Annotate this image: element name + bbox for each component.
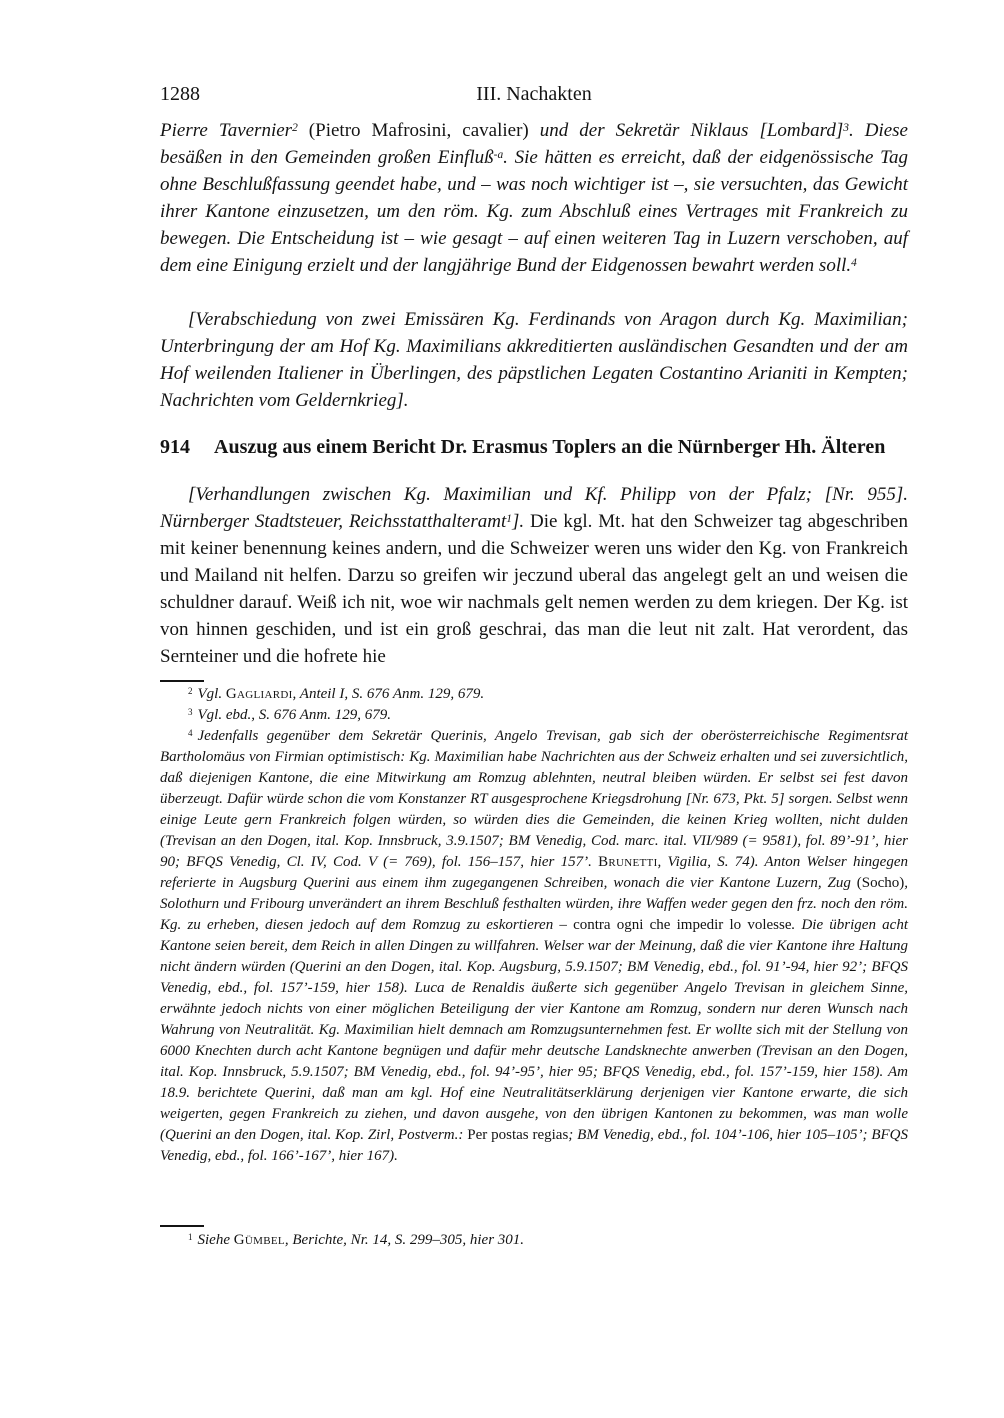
text-run: ; BM Venedig, ebd., fol. 104’-106, hier 105–105’; BFQS Venedig, ebd., fol. 166’-167’, hier 167). bbox=[160, 1127, 908, 1164]
text-run: 1 bbox=[506, 512, 512, 525]
text-run: Jedenfalls gegenüber dem Sekretär Querinis, Angelo Trevisan, gab sich der oberösterreichische Regimentsrat Bartholomäus von Firmian optimistisch: Kg. Maximilian habe Nachrichten aus der Schweiz erhalten und sei zuversichtlich, daß diejenigen Kantone, die eine Mitwirkung am Romzug ablehnten, neutral bleiben würden. Er selbst sei fest davon überzeugt. Dafür würde schon die vom Konstanzer RT ausgesprochene Kriegsdrohung [Nr. 673, Pkt. 5] sorgen. Selbst wenn einige Leute gern Frankreich folgen würden, so würden dies die Gemeinden, die keinen Krieg wollten, nicht dulden (Trevisan an den Dogen, ital. Kop. Innsbruck, 3.9.1507; BM Venedig, Cod. marc. ital. VII/989 (= 9581), fol. 89’-91’, hier 90; BFQS Venedig, Cl. IV, Cod. V (= 769), fol. 156–157, hier 157’. bbox=[160, 728, 908, 870]
running-head: III. Nachakten bbox=[476, 83, 592, 105]
footnote-block-current-entry bbox=[160, 1230, 908, 1251]
entry-heading bbox=[160, 435, 908, 459]
footnote-separator-rule bbox=[160, 1225, 204, 1227]
footnote-marker: 3 bbox=[188, 706, 193, 717]
footnote-4 bbox=[160, 726, 908, 1167]
footnote-2 bbox=[160, 684, 908, 705]
paragraph-regest-summary: [Verabschiedung von zwei Emissären Kg. Ferdinands von Aragon durch Kg. Maximilian; Unterbringung der am Hof Kg. Maximilians akkreditierten ausländischen Gesandten und der am Hof weilenden Italiener in Überlingen, des päpstlichen Legaten Costantino Arianiti in Kempten; Nachrichten vom Geldernkrieg]. bbox=[160, 309, 908, 411]
paragraph-entry-text bbox=[160, 481, 908, 670]
text-run: , Berichte, Nr. 14, S. 299–305, hier 301. bbox=[284, 1232, 525, 1248]
text-run: , Anteil I, S. 676 Anm. 129, 679. bbox=[292, 686, 485, 702]
footnote-text bbox=[198, 707, 391, 723]
text-run: Vgl. ebd., S. 676 Anm. 129, 679. bbox=[197, 707, 391, 723]
text-run: 2 bbox=[292, 121, 298, 134]
page-number: 1288 bbox=[160, 83, 200, 105]
footnote-text bbox=[160, 728, 908, 1164]
footnote-block-previous-entry bbox=[160, 684, 908, 1167]
text-run: contra ogni che impedir lo volesse bbox=[573, 917, 792, 933]
text-run: (Pietro Mafrosini, cavalier) bbox=[297, 120, 540, 141]
paragraph-continuation bbox=[160, 117, 908, 279]
text-run: ]. bbox=[511, 511, 530, 532]
text-run: und der Sekretär Niklaus [Lombard] bbox=[539, 120, 844, 141]
footnote-marker: 4 bbox=[188, 727, 193, 738]
entry-number: 914 bbox=[160, 436, 190, 458]
page-header bbox=[160, 82, 908, 106]
text-run: Gümbel bbox=[233, 1232, 285, 1248]
text-run: Vgl. bbox=[197, 686, 226, 702]
text-run: Brunetti bbox=[598, 854, 658, 870]
text-run: , Solothurn und Fribourg unverändert an ihrem Beschluß festhalten würden, ihre Waffen weder gegen den frz. noch den röm. Kg. zu erheben, diesen jedoch auf dem Romzug zu eskortieren – bbox=[160, 875, 908, 933]
text-run: Per postas regias bbox=[467, 1127, 569, 1143]
text-run: . Diese besäßen in den Gemeinden großen Einfluß bbox=[160, 120, 908, 168]
text-run: . Die übrigen acht Kantone seien bereit, dem Reich in allen Dingen zu willfahren. Welser war der Meinung, daß die vier Kantone ihre Haltung nicht ändern würden (Querini an den Dogen, ital. Kop. Augsburg, 5.9.1507; BM Venedig, ebd., fol. 91’-94, hier 92’; BFQS Venedig, ebd., fol. 157’-159, hier 158). Luca de Renaldis äußerte sich gegenüber Angelo Trevisan in gleichem Sinne, erwähnte jedoch nichts von einer möglichen Beteiligung der vier Kantone am Romzug, sondern nur deren Wunsch nach Wahrung von Neutralität. Kg. Maximilian hielt demnach am Romzugsunternehmen fest. Er wollte sich mit der Stellung von 6000 Knechten durch acht Kantone begnügen und dafür mehr deutsche Landsknechte anwerben (Trevisan an den Dogen, ital. Kop. Innsbruck, 5.9.1507; BM Venedig, ebd., fol. 94’-95’, hier 95; BFQS Venedig, ebd., fol. 157’-159, hier 158). Am 18.9. berichtete Querini, daß man am kgl. Hof eine Neutralitätserklärung derjenigen vier Kantone erwarte, die sich weigerten, gegen Frankreich zu ziehen, und davon ausgehe, von den übrigen Kantonen zu bekommen, was man wolle (Querini an den Dogen, ital. Kop. Zirl, Postverm.: bbox=[160, 917, 908, 1143]
text-run: Gagliardi bbox=[225, 686, 293, 702]
text-run: -a bbox=[493, 148, 504, 161]
footnote-text bbox=[198, 1232, 525, 1248]
text-run: Pierre Tavernier bbox=[160, 120, 293, 141]
footnote-marker: 1 bbox=[188, 1231, 193, 1242]
footnote-separator-rule bbox=[160, 680, 204, 682]
footnote-1 bbox=[160, 1230, 908, 1251]
entry-title: Auszug aus einem Bericht Dr. Erasmus Toplers an die Nürnberger Hh. Älteren bbox=[214, 436, 886, 458]
text-run: 3 bbox=[843, 121, 849, 134]
text-run: . Sie hätten es erreicht, daß der eidgenössische Tag ohne Beschlußfassung geendet habe, und – was noch wichtiger ist –, sie versuchten, das Gewicht ihrer Kantone einzusetzen, um den röm. Kg. zum Abschluß eines Vertrages mit Frankreich zu bewegen. Die Entscheidung ist – wie gesagt – auf einen weiteren Tag in Luzern verschoben, auf dem eine Einigung erzielt und der langjährige Bund der Eidgenossen bewahrt werden soll. bbox=[160, 147, 908, 276]
text-run: [Verhandlungen zwischen Kg. Maximilian und Kf. Philipp von der Pfalz; [Nr. 955]. Nürnberger Stadtsteuer, Reichsstatthalteramt bbox=[160, 484, 908, 532]
text-run: Siehe bbox=[197, 1232, 234, 1248]
footnote-marker: 2 bbox=[188, 685, 193, 696]
text-run: (Socho) bbox=[856, 875, 905, 891]
footnote-3 bbox=[160, 705, 908, 726]
text-run: , Vigilia, S. 74). Anton Welser hingegen referierte in Augsburg Querini aus einem ihm zugegangenen Schreiben, wonach die vier Kantone Luzern, Zug bbox=[160, 854, 908, 891]
text-run: Die kgl. Mt. hat den Schweizer tag abgeschriben mit keiner benennung keines andern, und die Schweizer weren uns wider den Kg. von Frankreich und Mailand nit helfen. Darzu so greifen wir jeczund uberal das angelegt gelt an und weisen die schuldner darauf. Weiß ich nit, woe wir nachmals gelt nemen werden zu dem kriegen. Der Kg. ist von hinnen geschiden, und ist ein groß geschrai, das man die leut nit zalt. Hat verordent, das Sernteiner und die hofrete hie bbox=[160, 511, 908, 667]
text-run: 4 bbox=[851, 256, 857, 269]
footnote-text bbox=[198, 686, 485, 702]
